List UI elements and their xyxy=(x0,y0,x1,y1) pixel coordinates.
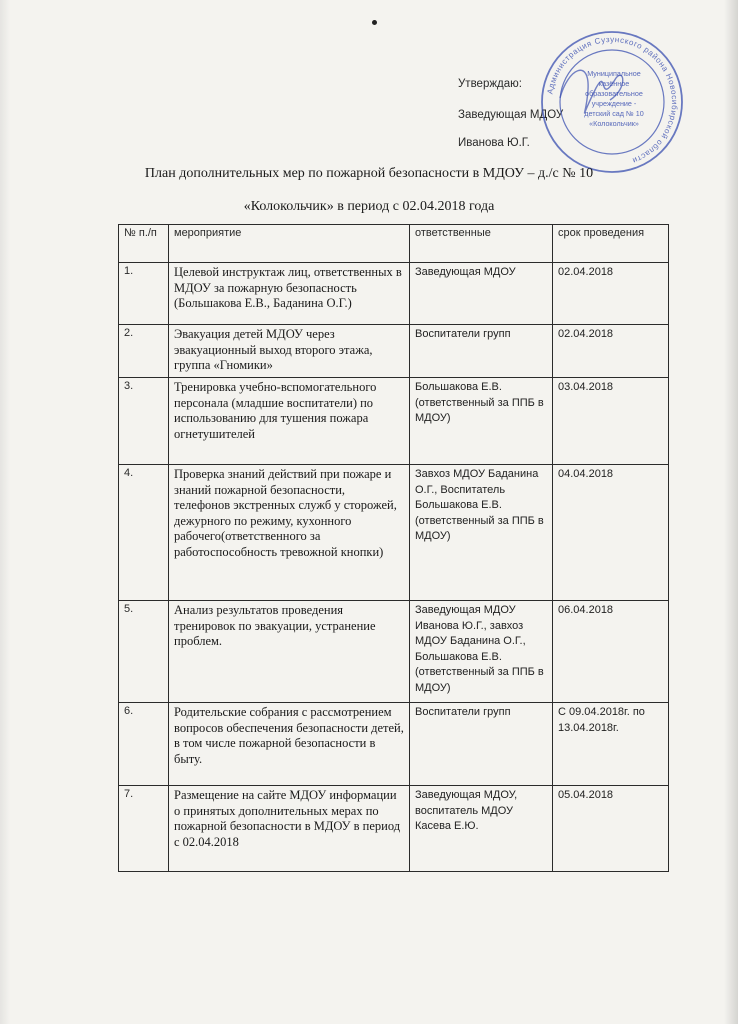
row-number: 4. xyxy=(119,465,169,601)
row-responsible: Завхоз МДОУ Баданина О.Г., Воспитатель Большакова Е.В.(ответственный за ППБ в МДОУ) xyxy=(410,465,553,601)
svg-text:детский сад № 10: детский сад № 10 xyxy=(584,109,644,118)
approval-name: Иванова Ю.Г. xyxy=(458,137,530,149)
row-date: 05.04.2018 xyxy=(553,786,669,872)
row-activity: Родительские собрания с рассмотрением вопросов обеспечения безопасности детей, в том числе пожарной безопасности в быту. xyxy=(169,703,410,786)
scan-edge-left xyxy=(0,0,10,1024)
row-activity: Тренировка учебно-вспомогательного персонала (младшие воспитатели) по использованию для тушения пожара огнетушителей xyxy=(169,378,410,465)
table-row xyxy=(119,325,669,378)
svg-text:учреждение -: учреждение - xyxy=(591,99,637,108)
svg-text:«Колокольчик»: «Колокольчик» xyxy=(589,119,639,128)
row-number: 1. xyxy=(119,263,169,325)
row-activity: Проверка знаний действий при пожаре и знаний пожарной безопасности, телефонов экстренных служб у сторожей, дежурного по режиму, кухонного рабочего(ответственного за работоспособность тревожной кнопки) xyxy=(169,465,410,601)
header-activity: мероприятие xyxy=(169,225,410,263)
table-header-row xyxy=(119,225,669,263)
header-date: срок проведения xyxy=(553,225,669,263)
row-responsible: Воспитатели групп xyxy=(410,325,553,378)
scan-dot xyxy=(372,20,377,25)
official-seal-icon xyxy=(538,28,686,176)
row-number: 7. xyxy=(119,786,169,872)
header-number: № п./п xyxy=(119,225,169,263)
row-responsible: Заведующая МДОУ, воспитатель МДОУ Касева Е.Ю. xyxy=(410,786,553,872)
table-row xyxy=(119,703,669,786)
table-row xyxy=(119,601,669,703)
row-date: 06.04.2018 xyxy=(553,601,669,703)
svg-text:казённое: казённое xyxy=(598,79,630,88)
row-activity: Анализ результатов проведения тренировок по эвакуации, устранение проблем. xyxy=(169,601,410,703)
header-responsible: ответственные xyxy=(410,225,553,263)
document-title-line1: План дополнительных мер по пожарной безопасности в МДОУ – д./с № 10 xyxy=(144,166,594,181)
row-date: 04.04.2018 xyxy=(553,465,669,601)
row-number: 6. xyxy=(119,703,169,786)
table-row xyxy=(119,263,669,325)
approval-label: Утверждаю: xyxy=(458,78,522,90)
row-date: С 09.04.2018г. по 13.04.2018г. xyxy=(553,703,669,786)
row-responsible: Заведующая МДОУ Иванова Ю.Г., завхоз МДОУ Баданина О.Г., Большакова Е.В.(ответственный за ППБ в МДОУ) xyxy=(410,601,553,703)
svg-text:образовательное: образовательное xyxy=(585,89,643,98)
row-number: 2. xyxy=(119,325,169,378)
row-activity: Размещение на сайте МДОУ информации о принятых дополнительных мерах по пожарной безопасности в МДОУ в период с 02.04.2018 xyxy=(169,786,410,872)
table-row xyxy=(119,378,669,465)
row-activity: Целевой инструктаж лиц, ответственных в МДОУ за пожарную безопасность (Большакова Е.В., Баданина О.Г.) xyxy=(169,263,410,325)
svg-text:Муниципальное: Муниципальное xyxy=(587,69,641,78)
row-activity: Эвакуация детей МДОУ через эвакуационный выход второго этажа, группа «Гномики» xyxy=(169,325,410,378)
document-title-line2: «Колокольчик» в период с 02.04.2018 года xyxy=(243,199,495,214)
table-row xyxy=(119,465,669,601)
row-responsible: Заведующая МДОУ xyxy=(410,263,553,325)
row-date: 02.04.2018 xyxy=(553,263,669,325)
measures-table xyxy=(118,224,669,872)
row-responsible: Большакова Е.В.(ответственный за ППБ в МДОУ) xyxy=(410,378,553,465)
row-number: 5. xyxy=(119,601,169,703)
row-date: 02.04.2018 xyxy=(553,325,669,378)
table-row xyxy=(119,786,669,872)
row-number: 3. xyxy=(119,378,169,465)
scan-edge-right xyxy=(724,0,738,1024)
svg-text:Администрация Сузунского район: Администрация Сузунского района Новосибирской области xyxy=(545,34,680,166)
row-date: 03.04.2018 xyxy=(553,378,669,465)
approval-position: Заведующая МДОУ xyxy=(458,109,564,121)
row-responsible: Воспитатели групп xyxy=(410,703,553,786)
